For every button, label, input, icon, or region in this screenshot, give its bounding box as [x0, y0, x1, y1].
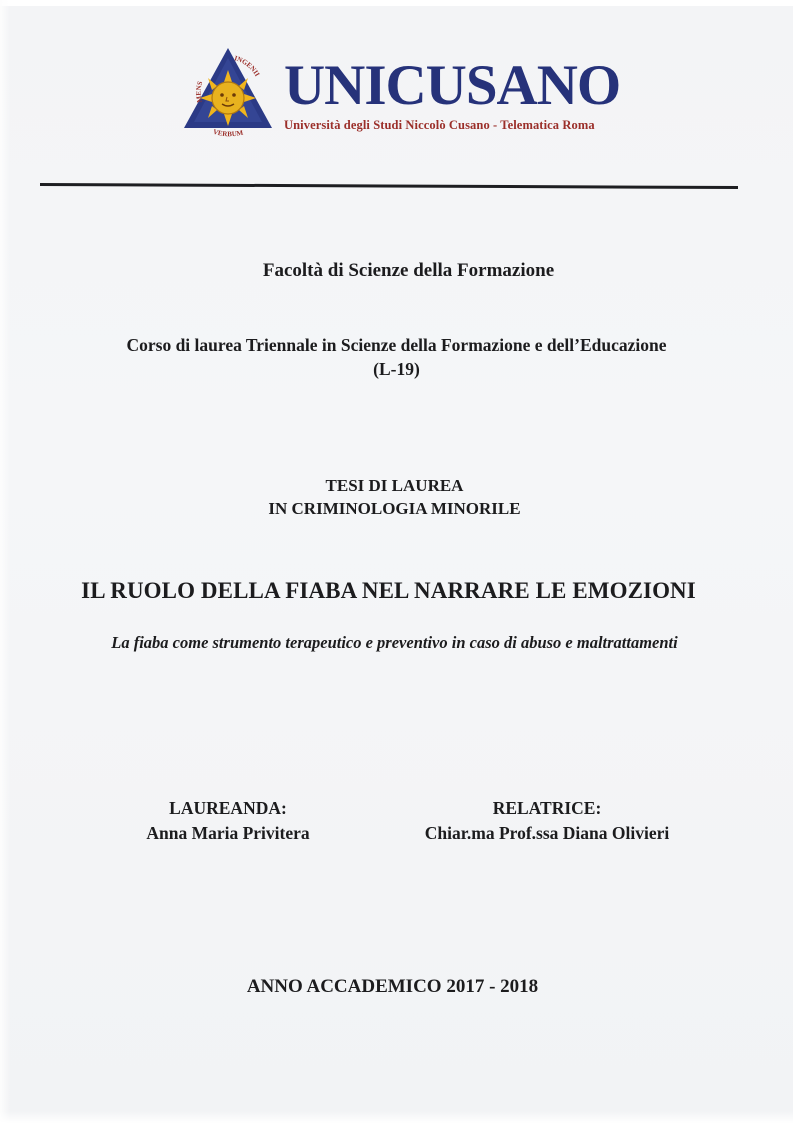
page-edge-left — [0, 0, 10, 1123]
course-code: (L-19) — [373, 359, 420, 379]
thesis-type-block — [0, 474, 791, 520]
course-name: Corso di laurea Triennale in Scienze della Formazione e dell’Educazione — [126, 335, 667, 355]
page-edge-bottom — [0, 1111, 793, 1123]
thesis-title: IL RUOLO DELLA FIABA NEL NARRARE LE EMOZIONI — [81, 578, 696, 603]
page-edge-top — [0, 0, 793, 6]
student-name: Anna Maria Privitera — [146, 823, 310, 843]
university-subtitle: Università degli Studi Niccolò Cusano - Telematica Roma — [284, 118, 595, 132]
emblem-sun-face — [212, 82, 244, 114]
header-divider — [40, 183, 738, 189]
academic-year: ANNO ACCADEMICO 2017 - 2018 — [246, 976, 539, 997]
thesis-subtitle: La fiaba come strumento terapeutico e preventivo in caso di abuso e maltrattamenti — [111, 633, 678, 652]
supervisor-block — [392, 796, 702, 846]
student-label: LAUREANDA: — [169, 798, 287, 818]
university-brand — [284, 54, 621, 133]
faculty-name: Facoltà di Scienze della Formazione — [262, 260, 555, 281]
emblem-motto-left: MENS — [194, 80, 205, 104]
course-block — [0, 333, 793, 381]
university-emblem-icon — [180, 44, 276, 144]
thesis-subject: IN CRIMINOLOGIA MINORILE — [268, 499, 521, 518]
university-name: UNICUSANO — [284, 54, 621, 117]
thesis-type: TESI DI LAUREA — [325, 476, 464, 495]
supervisor-name: Chiar.ma Prof.ssa Diana Olivieri — [424, 823, 670, 843]
emblem-motto-bottom: VERBUM — [212, 127, 244, 139]
supervisor-label: RELATRICE: — [492, 798, 602, 818]
emblem-motto-right: INGENII — [233, 54, 262, 78]
student-block — [110, 796, 346, 846]
